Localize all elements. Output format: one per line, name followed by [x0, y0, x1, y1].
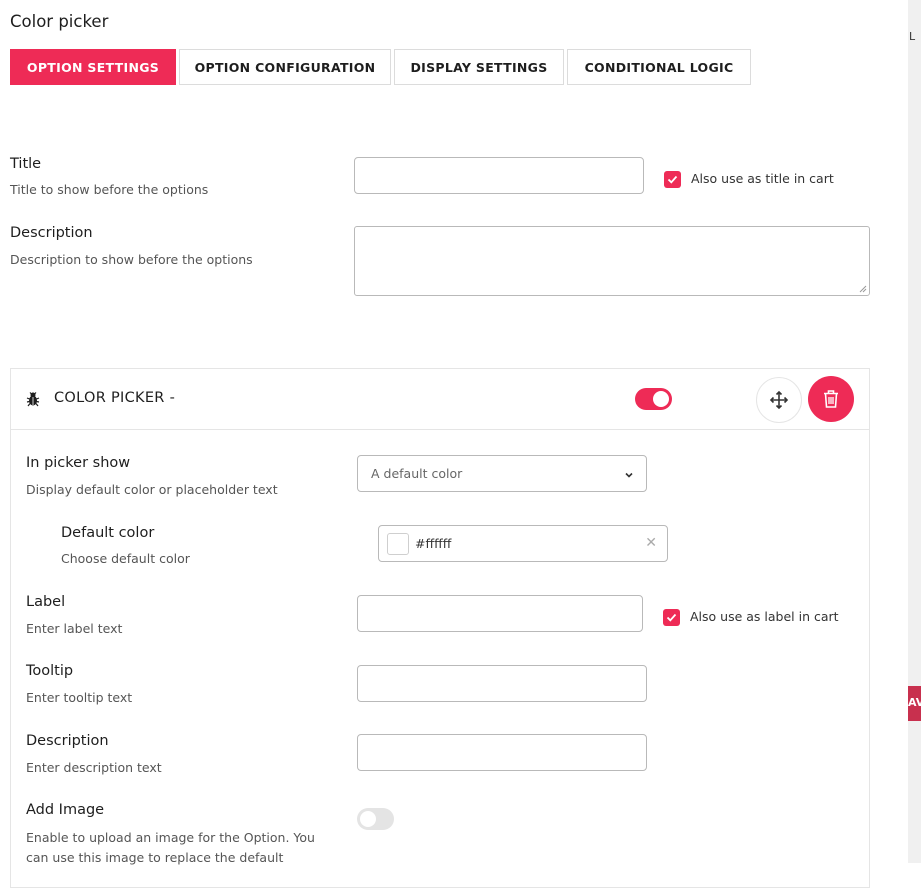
tooltip-help: Enter tooltip text [26, 690, 133, 705]
label-field-help: Enter label text [26, 621, 123, 636]
check-icon [666, 612, 677, 623]
option-card-title: COLOR PICKER - [54, 390, 176, 406]
chevron-down-icon [624, 470, 634, 480]
resize-grip-icon[interactable] [859, 285, 867, 293]
description-help: Description to show before the options [10, 252, 253, 267]
title-input[interactable] [354, 157, 644, 194]
add-image-help-line1: Enable to upload an image for the Option. You [26, 830, 315, 845]
side-save-button[interactable]: AV [908, 686, 921, 721]
option-enabled-toggle[interactable] [635, 388, 672, 410]
add-image-label: Add Image [26, 802, 105, 818]
page-title: Color picker [10, 12, 109, 31]
toggle-knob [653, 391, 669, 407]
option-description-input[interactable] [357, 734, 647, 771]
picker-show-select[interactable] [357, 455, 647, 492]
description-textarea[interactable] [354, 226, 870, 296]
label-cart-checkbox[interactable] [663, 609, 680, 626]
title-cart-checkbox[interactable] [664, 171, 681, 188]
picker-show-selected: A default color [371, 466, 463, 481]
move-icon [770, 391, 788, 409]
color-swatch[interactable] [387, 533, 409, 555]
description-label: Description [10, 225, 93, 241]
side-panel-glyph: L [909, 30, 916, 43]
add-image-help-line2: can use this image to replace the default [26, 850, 284, 865]
tooltip-label: Tooltip [26, 663, 74, 679]
title-help: Title to show before the options [10, 182, 209, 197]
add-image-toggle[interactable] [357, 808, 394, 830]
label-input[interactable] [357, 595, 643, 632]
bug-icon [25, 391, 41, 407]
default-color-label: Default color [61, 525, 155, 541]
tooltip-input[interactable] [357, 665, 647, 702]
title-label: Title [10, 156, 42, 172]
title-cart-checkbox-label: Also use as title in cart [691, 171, 834, 186]
picker-show-label: In picker show [26, 455, 131, 471]
tab-option-configuration[interactable]: OPTION CONFIGURATION [179, 49, 391, 85]
side-panel-edge [908, 0, 921, 863]
label-field-label: Label [26, 594, 66, 610]
clear-icon[interactable]: ✕ [645, 535, 657, 551]
default-color-input[interactable] [378, 525, 668, 562]
color-picker-option-card [10, 368, 870, 888]
default-color-value: #ffffff [415, 536, 452, 551]
trash-icon [822, 389, 840, 409]
picker-show-help: Display default color or placeholder text [26, 482, 278, 497]
check-icon [667, 174, 678, 185]
tab-option-settings[interactable]: OPTION SETTINGS [10, 49, 176, 85]
tab-display-settings[interactable]: DISPLAY SETTINGS [394, 49, 564, 85]
settings-tabs [10, 49, 754, 85]
option-description-label: Description [26, 733, 109, 749]
tab-conditional-logic[interactable]: CONDITIONAL LOGIC [567, 49, 751, 85]
move-button[interactable] [756, 377, 802, 423]
default-color-help: Choose default color [61, 551, 190, 566]
toggle-knob [360, 811, 376, 827]
option-card-header [11, 369, 869, 430]
option-description-help: Enter description text [26, 760, 162, 775]
delete-button[interactable] [808, 376, 854, 422]
label-cart-checkbox-label: Also use as label in cart [690, 609, 839, 624]
